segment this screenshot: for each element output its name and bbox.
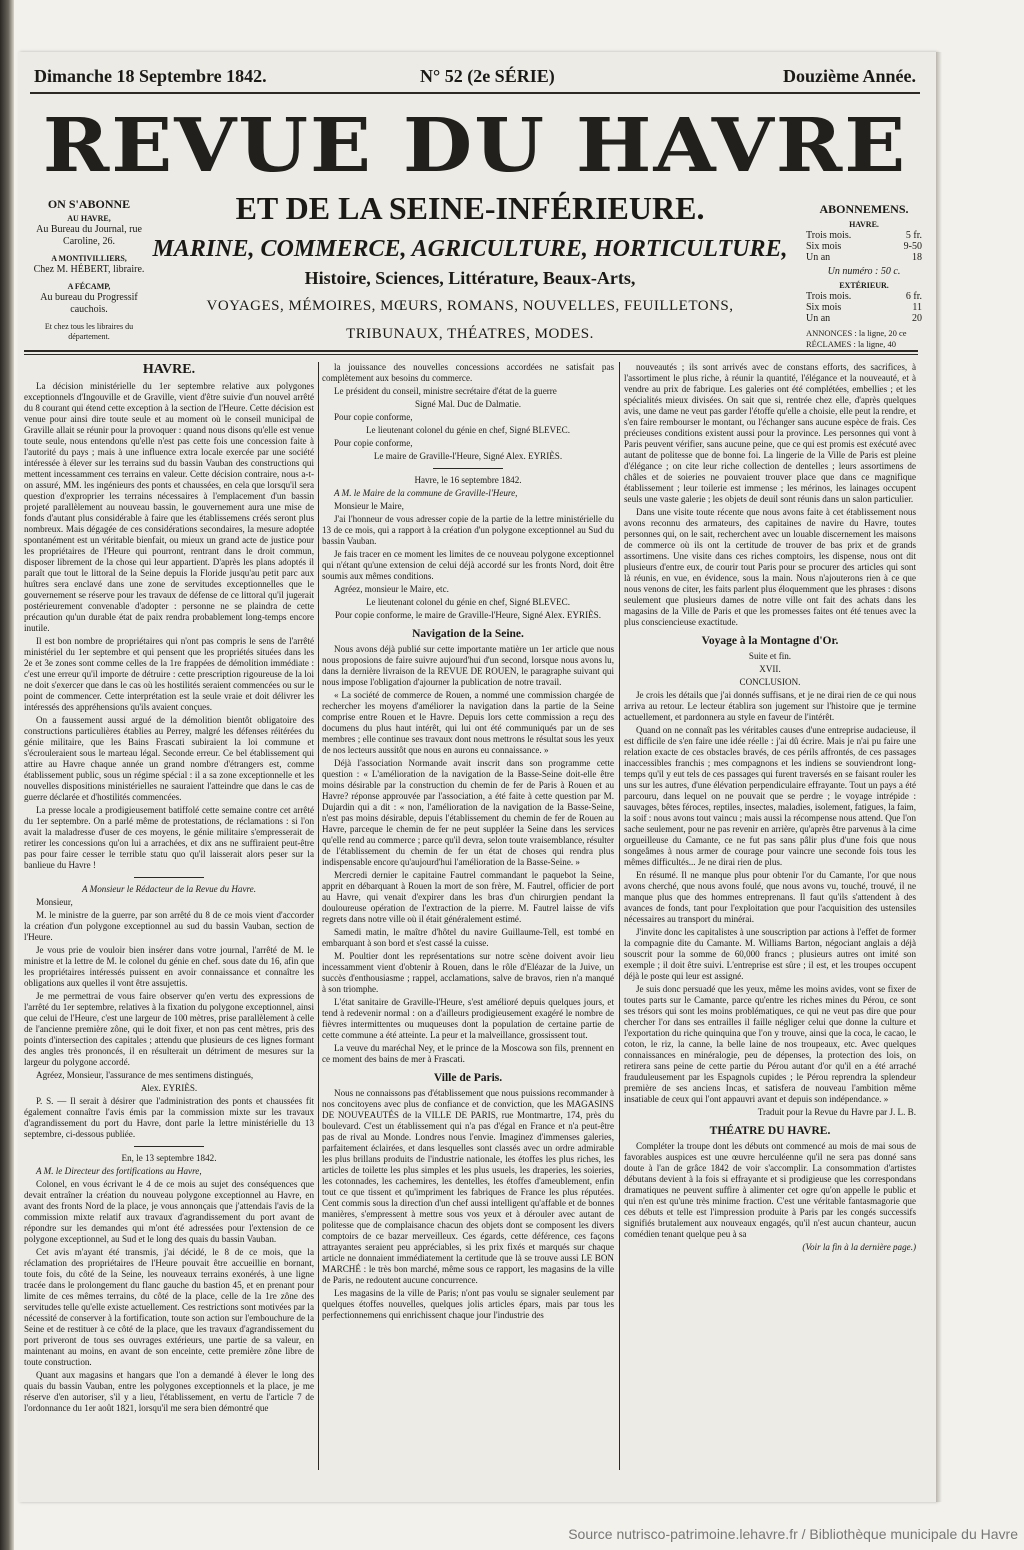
article-paragraph: Agréez, monsieur le Maire, etc. <box>334 584 449 594</box>
rate-row: Trois mois. 6 fr. <box>806 291 922 302</box>
signature: Signé Mal. Duc de Dalmatie. <box>414 399 522 409</box>
rates-annonces: ANNONCES : la ligne, 20 ce <box>806 328 907 338</box>
issue-number: N° 52 (2e SÉRIE) <box>420 66 555 86</box>
signature: Alex. EYRIÈS. <box>140 1083 198 1093</box>
article-paragraph: La veuve du maréchal Ney, et le prince de la Moscowa son fils, prennent en ce moment des bains de mer à Frascati. <box>322 1043 614 1064</box>
subscribe-havre-text: Au Bureau du Journal, rue Caroline, 26. <box>36 224 142 247</box>
article-paragraph: Je crois les détails que j'ai donnés suffisans, et je ne dirai rien de ce qui nous arriva au retour. Le lecteur établira son jugement sur l'histoire que je termine actuellement, et pardonnera au style en faveur de l'intérêt. <box>624 690 916 722</box>
article-paragraph: P. S. — Il serait à désirer que l'administration des ponts et chaussées fit également connaître l'avis émis par la commission mixte sur les travaux d'agrandissement du port du Havre, dont parle la lettre ministérielle du 13 septembre, ci-dessous publiée. <box>24 1096 314 1139</box>
rates-reclames: RÉCLAMES : la ligne, 40 <box>806 339 896 349</box>
article-paragraph: Je fais tracer en ce moment les limites de ce nouveau polygone exceptionnel qui n'étant qu'une extension de celui déjà accordé sur les fronts Nord, doit être soumis aux mêmes conditions. <box>322 549 614 581</box>
article-paragraph: Mercredi dernier le capitaine Fautrel commandant le paquebot la Seine, apprit en débarquant à Rouen la mort de son frère, M. Fautrel, officier de port au Havre, qui venait d'expirer dans les bras d'un chirurgien pendant la douloureuse opération de l'extraction de la pierre. M. Fautrel laisse de vifs regrets dans notre ville où il était généralement estimé. <box>322 870 614 924</box>
article-paragraph: Dans une visite toute récente que nous avons faite à cet établissement nous avons reconnu des armateurs, des capitaines de navire du Havre, toutes personnes qui, on le sait, recherchent avec un louable discernement les maisons de commerce où ils ont la certitude de trouver de bas prix et de grands assortimens. Une visite dans ces riches comptoirs, les dispense, nous ont dit plusieurs d'entre eux, de courir tout Paris pour se procurer des articles qui sont là réunis, en vue, en évidence, sous la main. Nous n'ajouterons rien à ce que nous venons de citer, les faits parlent plus éloquemment que les phrases : disons seulement que plusieurs dames de notre ville ont fait des achats dans les magasins de la Ville de Paris et que les promesses faites ont été tenues avec la plus consciencieuse exactitude. <box>624 507 916 627</box>
article-paragraph: Je suis donc persuadé que les yeux, même les moins avides, vont se fixer de toutes parts sur le Camante, parce qu'entre les riches mines du Pérou, ce sont ses trésors qui sont les moins problématiques, ce qui ne veut pas dire que pour chercher l'or dans ses entrailles il faille négliger celui que donne la culture et l'exportation du riche quinquina que l'on y trouve, ainsi que la coca, le cacao, le coton, le riz, la canne, la belle laine de nos troupeaux, etc. Avec quelques connaissances en minéralogie, peu de dépenses, la protection des lois, on retirera sans peine de cette partie du Pérou autant d'or qu'il en a été arraché frauduleusement par les Espagnols cupides ; le Pérou reprendra la splendeur première de ses anciens Incas, et satisfera de nouveau l'ambition même insatiable de ceux qui l'ont appauvri avant et depuis son indépendance. » <box>624 984 916 1104</box>
article-paragraph: Colonel, en vous écrivant le 4 de ce mois au sujet des conséquences que devait entraîner la création du nouveau polygone exceptionnel au Havre, en avant des fronts Nord de la place, je vous annonçais que j'attendais l'avis de la commission mixte relatif aux travaux d'agrandissement du port avant de répondre sur les demandes qui m'ont été adressées pour l'extension de ce polygone exceptionnel, au Sud et le long des quais du bassin Vauban. <box>24 1179 314 1244</box>
masthead-title: REVUE DU HAVRE <box>42 101 908 189</box>
column-2 <box>322 362 614 1470</box>
rates-ext-label: EXTÉRIEUR. <box>839 281 889 290</box>
article-paragraph: M. Poultier dont les représentations sur notre scène doivent avoir lieu incessamment vient d'obtenir à Rouen, dans le rôle d'Eléazar de la Juive, un succès d'enthousiasme ; rappel, acclamations, salve de bravos, rien n'a manqué à son triomphe. <box>322 951 614 994</box>
letter-heading: A M. le Maire de la commune de Graville-l'Heure, <box>334 488 518 498</box>
continued-note: (Voir la fin à la dernière page.) <box>802 1242 916 1252</box>
section-title-havre: HAVRE. <box>142 362 196 377</box>
rate-row: Six mois 11 <box>806 302 922 313</box>
section-title-ville-de-paris: Ville de Paris. <box>433 1072 503 1084</box>
subscribe-montivilliers-label: A MONTIVILLIERS, <box>51 254 127 263</box>
masthead-subtitle: ET DE LA SEINE-INFÉRIEURE. <box>235 190 705 226</box>
book-binding <box>0 0 14 1550</box>
article-paragraph: Déjà l'association Normande avait inscrit dans son programme cette question : « L'amélioration de la navigation de la Basse-Seine doit-elle être moins désirable par la construction du chemin de fer de Paris à Rouen et au Havre? réponse approuvée par l'association, a été faite à cette question par M. Dujardin qui a dit : « non, l'amélioration de la navigation de la Basse-Seine, n'est pas moins désirable, depuis l'établissement du chemin de fer de Rouen au Havre, parceque le chemin de fer ne peut suppléer la Seine dans les services qu'elle rend au commerce ; parce qu'il devra, selon toute vraisemblance, résulter de l'établissement du chemin de fer un état de choses qui rendra plus indispensable encore qu'aujourd'hui l'amélioration de la Basse-Seine. » <box>322 758 614 867</box>
article-paragraph: Samedi matin, le maître d'hôtel du navire Guillaume-Tell, est tombé en embarquant à son bord et s'est cassé la cuisse. <box>322 927 614 948</box>
article-paragraph: Je vous prie de vouloir bien insérer dans votre journal, l'arrêté de M. le ministre et la lettre de M. le colonel du génie en chef. sous date du 16, afin que les propriétaires intéressés puissent en avoir connaissance et connaître les obligations aux quelles il vont être assujettis. <box>24 945 314 988</box>
tagline-histoire: Histoire, Sciences, Littérature, Beaux-Arts, <box>304 268 636 288</box>
translator-note: Traduit pour la Revue du Havre par J. L. B. <box>757 1107 916 1117</box>
rate-row: Six mois 9-50 <box>806 241 922 252</box>
letter-heading: A Monsieur le Rédacteur de la Revue du Havre. <box>82 884 256 894</box>
chapter-title: CONCLUSION. <box>739 677 801 687</box>
article-paragraph: Compléter la troupe dont les débuts ont commencé au mois de mai sous de favorables auspices est une œuvre herculéenne qu'il ne sera pas donné sans doute à l'an de grâce 1842 de voir s'accomplir. La consommation d'artistes débutans devient à la fois si effrayante et si prodigieuse que les correspondans dramatiques ne peuvent suffire à alimenter cet ogre qu'on appelle le public et qui n'en est qu'une très minime fraction. C'est une véritable fantasmagorie que ces débuts et telle est l'impression produite à Paris par les congés successifs signifiés brutalement aux nouveaux engagés, qu'il n'est aucun chanteur, aucun comédien tenant quelque peu à sa <box>624 1141 916 1239</box>
article-paragraph: Il est bon nombre de propriétaires qui n'ont pas compris le sens de l'arrêté ministériel du 1er septembre et qui pensent que les propriétés situées dans les 2e et 3e zones sont comme celles de la 1re frappées de démolition immédiate : c'est une erreur qu'il importe de détruire : cette prescription rigoureuse de la loi ne doit s'exercer que dans le cas où les hostilités seraient commencées ou sur le point de commencer. Cette interprétation est la seule vraie et doit délivrer les intéressés des appréhensions qu'ils avaient conçues. <box>24 636 314 712</box>
article-paragraph: « La société de commerce de Rouen, a nommé une commission chargée de rechercher les moyens d'améliorer la navigation dans la partie de la Seine comprise entre Rouen et le Havre. Depuis lors cette commission a reçu des documens du plus haut intérêt, qui lui ont été communiqués par un de ses membres ; elle continue ses travaux dont nous mettrons le résultat sous les yeux de nos lecteurs aussitôt que nous en aurons eu connaissance. » <box>322 690 614 755</box>
section-subtitle: Suite et fin. <box>748 651 792 661</box>
separator <box>134 877 204 878</box>
copy-note: Pour copie conforme, <box>334 438 413 448</box>
subscribe-fecamp-label: A FÉCAMP, <box>67 282 111 291</box>
letter-heading: A M. le Directeur des fortifications au Havre, <box>36 1166 202 1176</box>
subscribe-fecamp-text: Au bureau du Progressif cauchois. <box>40 292 138 315</box>
subscribe-montivilliers-text: Chez M. HÉBERT, libraire. <box>33 264 145 275</box>
article-paragraph: On a faussement aussi argué de la démolition bientôt obligatoire des constructions particulières établies au Perrey, malgré les défenses réitérées du génie militaire, que les Bains Frascati subiraient la loi commune et s'écrouleraient sous le marteau légal. Seconde erreur. Ce bel établissement qui attire au Havre chaque année un grand nombre d'étrangers est, comme établissement public, sous un régime spécial : il a sa zone exceptionnelle et les nouvelles dispositions ministérielles ne sauraient l'atteindre que dans le cas de guerre déclarée et d'hostilités commencées. <box>24 715 314 802</box>
subscribe-havre-label: AU HAVRE, <box>67 214 111 223</box>
separator <box>433 468 503 469</box>
article-paragraph: L'état sanitaire de Graville-l'Heure, s'est amélioré depuis quelques jours, et tend à redevenir normal : on a d'ailleurs prodigieusement exagéré le nombre de fièvres intermittentes ou muqueuses dont la population de certaine partie de cette commune a été atteinte. La peur et la malveillance, grossissent tout. <box>322 997 614 1040</box>
rates-box <box>806 204 922 350</box>
signature: Pour copie conforme, le maire de Graville-l'Heure, Signé Alex. EYRIÈS. <box>334 610 602 620</box>
article-paragraph: En résumé. Il ne manque plus pour obtenir l'or du Camante, l'or que nous avons cherché, que nous avons foulé, que nous avons vu, touché, trouvé, il ne manque plus que des hommes entreprenans. Il faut qu'ils s'attendent à des avances de fonds, tant pour l'exploitation que pour l'acquisition des ustensiles nécessaires au transport du minérai. <box>624 870 916 924</box>
letter-salutation: Monsieur, <box>36 897 73 907</box>
rate-row: Un an 18 <box>806 252 922 263</box>
section-title-voyage: Voyage à la Montagne d'Or. <box>701 635 839 647</box>
masthead-bottom-rule <box>24 350 918 352</box>
column-divider <box>619 362 620 1470</box>
source-credit: Source nutrisco-patrimoine.lehavre.fr / Bibliothèque municipale du Havre <box>568 1526 1018 1542</box>
section-title-theatre: THÉATRE DU HAVRE. <box>709 1125 831 1137</box>
article-paragraph: nouveautés ; ils sont arrivés avec de constans efforts, des sacrifices, à l'assortiment le plus riche, à réunir la quantité, l'élégance et la nouveauté, et à vendre au prix de fabrique. Les galeries ont été complétées, embellies ; et les spécialités mieux divisées. On sait que si, rentrée chez elle, d'après quelques avis, une dame ne veut pas garder l'étoffe qu'elle a choisie, elle peut la rendre, et s'en faire rembourser le montant, ou l'échanger sans aucune espèce de frais. Ces précieuses conditions existent aussi pour la province. Les personnes qui vont à Paris peuvent vérifier, sans aucune peine, que ce qui est promis est exécuté avec autant de politesse que de bonne foi. La lingerie de la Ville de Paris est pleine d'élégance ; on cite leur riche collection de dentelles ; leurs assortimens de châles et de soieries ne pouvaient trouver place que dans ce magnifique établissement ; leur toilerie est immense ; les mérinos, les lainages occupent seuls une vaste galerie ; les objets de deuil sont réunis dans un salon particulier. <box>624 362 916 504</box>
tagline-marine: MARINE, COMMERCE, AGRICULTURE, HORTICULTURE, <box>152 236 788 262</box>
issue-date: Dimanche 18 Septembre 1842. <box>34 66 267 86</box>
article-paragraph: Quand on ne connaît pas les véritables causes d'une entreprise audacieuse, il est difficile de s'en faire une idée réelle : j'ai dû écrire. Mais je n'ai pu faire une relation exacte de ces obstacles bravés, de ces périls affrontés, de ces passages inaccessibles franchis ; mes compagnons et les indiens se souviendront long-temps qu'il y eut tels de ces passages qui furent traversés en se faisant rouler les uns sur les autres, d'une élévation perpendiculaire effrayante. Tout un pays a été parcouru, dans lequel on ne pouvait que se perdre ; le voyage intrépide : sauvages, bêtes féroces, reptiles, insectes, maladies, isolement, fatigues, la faim, la soif : nous avons tout vaincu ; mais aussi la récompense nous attend. Que l'on sache seulement, pour ne pas revenir en arrière, qu'après être parvenus à la cime orgueilleuse du Camante, ce ne fut pas sans pâlir plus d'une fois que nous songeâmes à nous armer de courage pour vaincre une seconde fois tous les mêmes difficultés... Je ne dirai rien de plus. <box>624 725 916 867</box>
copy-note: Pour copie conforme, <box>334 412 413 422</box>
rate-row: Trois mois. 5 fr. <box>806 230 922 241</box>
signature: Le maire de Graville-l'Heure, Signé Alex. EYRIÈS. <box>373 451 563 461</box>
subscribe-others: Et chez tous les libraires du département. <box>44 322 134 341</box>
tagline-tribunaux: TRIBUNAUX, THÉATRES, MODES. <box>346 326 594 342</box>
subscribe-title: ON S'ABONNE <box>47 197 131 211</box>
rate-row: Un an 20 <box>806 313 922 324</box>
article-paragraph: M. le ministre de la guerre, par son arrêté du 8 de ce mois vient d'accorder la création d'un polygone exceptionnel au sud du bassin Vauban, section de l'Heure. <box>24 910 314 942</box>
article-paragraph: Quant aux magasins et hangars que l'on a demandé à élever le long des quais du bassin Vauban, entre les polygones exceptionnels et la place, je me réserve d'en autoriser, s'il y a lieu, l'établissement, en vertu de l'article 7 de l'ordonnance du 1er août 1821, lorsqu'il me sera bien démontré que <box>24 1370 314 1413</box>
issue-year: Douzième Année. <box>783 66 916 86</box>
letter-date: En, le 13 septembre 1842. <box>121 1153 217 1163</box>
article-paragraph: Nous ne connaissons pas d'établissement que nous puissions recommander à nos concitoyens avec plus de confiance et de conviction, que les MAGASINS DE NOUVEAUTÉS de la VILLE DE PARIS, rue Montmartre, 174, près du boulevard. C'est un établissement qui n'a pas d'égal en France et n'a peut-être pas de rival au Monde. Londres nous l'envie. Imaginez d'immenses galeries, parfaitement éclairées, et dans lesquelles sont classés avec un ordre admirable les plus brillans produits de l'industrie nationale, les étoffes les plus riches, les articles de toilette les plus simples et les plus usuels, les draperies, les soieries, les cotonnades, les cachemires, les dentelles, les étoffes d'ameublement, enfin tout ce que tissent et qu'impriment les fabriques de France les plus réputées. Cent commis sous la direction d'un chef aussi intelligent qu'affable et de bonnes manières, s'empressent à mettre sous vos yeux et à dérouler avec autant de politesse que de complaisance chacun des objets dont se composent les divers comptoirs de ce bazar merveilleux. Ces égards, cette déférence, ces façons attrayantes seraient peu appréciables, si les prix fixés et marqués sur chaque article ne donnaient immédiatement la certitude que là se trouve aussi LE BON MARCHÉ : le très bon marché, même sous ce rapport, les magasins de la ville de Paris, ne redoutent aucune concurrence. <box>322 1088 614 1285</box>
section-title-navigation: Navigation de la Seine. <box>412 628 524 640</box>
article-paragraph: la jouissance des nouvelles concessions accordées ne satisfait pas complètement aux besoins du commerce. <box>322 362 614 383</box>
rates-title: ABONNEMENS. <box>819 202 909 216</box>
article-paragraph: La presse locale a prodigieusement batiffolé cette semaine contre cet arrêté du 1er septembre. On a parlé même de protestations, de réclamations : si l'on avait la maladresse d'user de ces moyens, le génie militaire s'empresserait de retirer les concessions qu'on lui a arrachées, et dix ans ne suffiraient peut-être pas pour faire cesser le terrible statu quo qu'il laisserait alors peser sur la banlieue du Havre ! <box>24 805 314 870</box>
article-paragraph: Cet avis m'ayant été transmis, j'ai décidé, le 8 de ce mois, que la réclamation des propriétaires de l'Heure pouvait être accueillie en bornant, toute fois, du côté de la Seine, les nouveaux terrains exonérés, à une ligne tracée dans le prolongement du flanc gauche du bastion 45, et en prenant pour limite de ces mêmes terrains, du côté de la place, celle de la 1re zône des servitudes telle qu'elle existe actuellement. Ces restrictions sont motivées par la nécessité de conserver à la fortification, toute son action sur l'embouchure de la Seine et de restituer à ce côté de la place, que les travaux d'agrandissement du port priveront de tous ses ouvrages extérieurs, une partie de sa valeur, en maintenant au moins, en avant de son enceinte, cette première zône libre de toute construction. <box>24 1247 314 1367</box>
letter-salutation: Monsieur le Maire, <box>334 501 404 511</box>
article-paragraph: Je me permettrai de vous faire observer qu'en vertu des expressions de l'arrêté du 1er septembre, relatives à la fixation du polygone exceptionnel, ainsi que celui de l'Heure, c'est une largeur de 100 mètres, prise parallèlement à celle de l'ancienne première zône, qui le doit fixer, et non pas cent mètres, pris des points d'intersection des capitales ; attendu que plusieurs de ces lignes formant des angles très prononcés, il en résulterait un détriment de mesures sur la largeur du polygone accordé. <box>24 991 314 1067</box>
article-paragraph: J'invite donc les capitalistes à une souscription par actions à l'effet de former la compagnie dite du Camante. M. Williams Barton, négociant anglais a déjà souscrit pour la somme de 60,000 francs ; plusieurs autres ont imité son exemple ; il doit être suivi. L'entreprise est sûre ; il est, et les troupes occupent déjà le poste qui leur est assigné. <box>624 927 916 981</box>
masthead-bottom-rule-thin <box>24 354 918 355</box>
letter-date: Havre, le 16 septembre 1842. <box>414 475 522 485</box>
header-rule <box>30 92 920 94</box>
article-paragraph: Nous avons déjà publié sur cette importante matière un 1er article que nous nous proposions de faire suivre aujourd'hui d'un second, lorsque nous avons lu, dans la dernière livraison de la REVUE DE ROUEN, le paragraphe suivant qui nous impose l'obligation d'ajourner la publication de notre travail. <box>322 644 614 687</box>
header-top-line <box>30 66 920 90</box>
page-edge-shadow <box>936 52 942 1502</box>
tagline-voyages: VOYAGES, MÉMOIRES, MŒURS, ROMANS, NOUVELLES, FEUILLETONS, <box>206 298 734 314</box>
signature: Le lieutenant colonel du génie en chef, Signé BLEVEC. <box>365 425 571 435</box>
column-divider <box>318 362 319 1470</box>
chapter-number: XVII. <box>759 664 781 674</box>
rates-havre-label: HAVRE. <box>849 220 879 229</box>
column-3 <box>624 362 916 1470</box>
article-paragraph: Agréez, Monsieur, l'assurance de mes sentimens distingués, <box>36 1070 254 1080</box>
article-paragraph: La décision ministérielle du 1er septembre relative aux polygones exceptionnels d'Ingouville et de Graville, vient d'être suivie d'un nouvel arrêté du 8 courant qui étend cette exception à la section de l'Heure. Cette décision est venue pour ainsi dire toute seule et au moment où le conseil municipal de Graville allait se réunir pour la provoquer : quand nous disons qu'elle est venue toute seule, nous entendons qu'elle n'est pas cette fois une concession faite à l'autorité du pays ; mais à une influence extra locale exercée par une société intéressée à élever sur les terrains sud du bassin Vauban des constructions qui mettent incessamment ces terrains en valeur. Cette décision contraire, nous a-t-on assuré, MM. les ingénieurs des ponts et chaussées, en cela que lorsqu'il sera question d'exproprier les terrains nécessaires à l'emplacement d'un bassin projeté parallèlement au nouveau bassin, le gouvernement aura une mise de fonds d'autant plus considérable à faire que les établissemens créés seront plus nombreux. Mais dégagée de ces considérations secondaires, la mesure adoptée spontanément est un véritable bienfait, ou mieux un grand acte de justice pour les propriétaires de l'Heure qui pourront, rentrant dans le droit commun, disposer librement de la chose qui leur appartient. D'après les plans adoptés il paraît que tout le littoral de la Seine depuis la Floride jusqu'au petit parc aux huîtres sera enclavé dans une zone de servitudes exceptionnelles que le gouvernement se réserve pour les travaux de défense de ce littoral qu'il jugerait postérieurement convenable d'adopter : personne ne se plaindra de cette précaution qu'un durable état de paix rendra probablement long-temps encore inutile. <box>24 381 314 633</box>
signature: Le lieutenant colonel du génie en chef, Signé BLEVEC. <box>365 597 571 607</box>
article-paragraph: Les magasins de la ville de Paris; n'ont pas voulu se signaler seulement par quelques étoffes nouvelles, quelques jolis articles épars, mais par tous les perfectionnemens qui enrichissent chaque jour l'industrie des <box>322 1288 614 1320</box>
separator <box>134 1146 204 1147</box>
rates-single-issue: Un numéro : 50 c. <box>827 266 901 277</box>
column-1 <box>24 362 314 1470</box>
article-paragraph: J'ai l'honneur de vous adresser copie de la partie de la lettre ministérielle du 13 de ce mois, qui a rapport à la création d'un polygone exceptionnel au Sud du bassin Vauban. <box>322 514 614 546</box>
article-paragraph: Le président du conseil, ministre secrétaire d'état de la guerre <box>334 386 557 396</box>
subscription-box <box>30 198 148 342</box>
